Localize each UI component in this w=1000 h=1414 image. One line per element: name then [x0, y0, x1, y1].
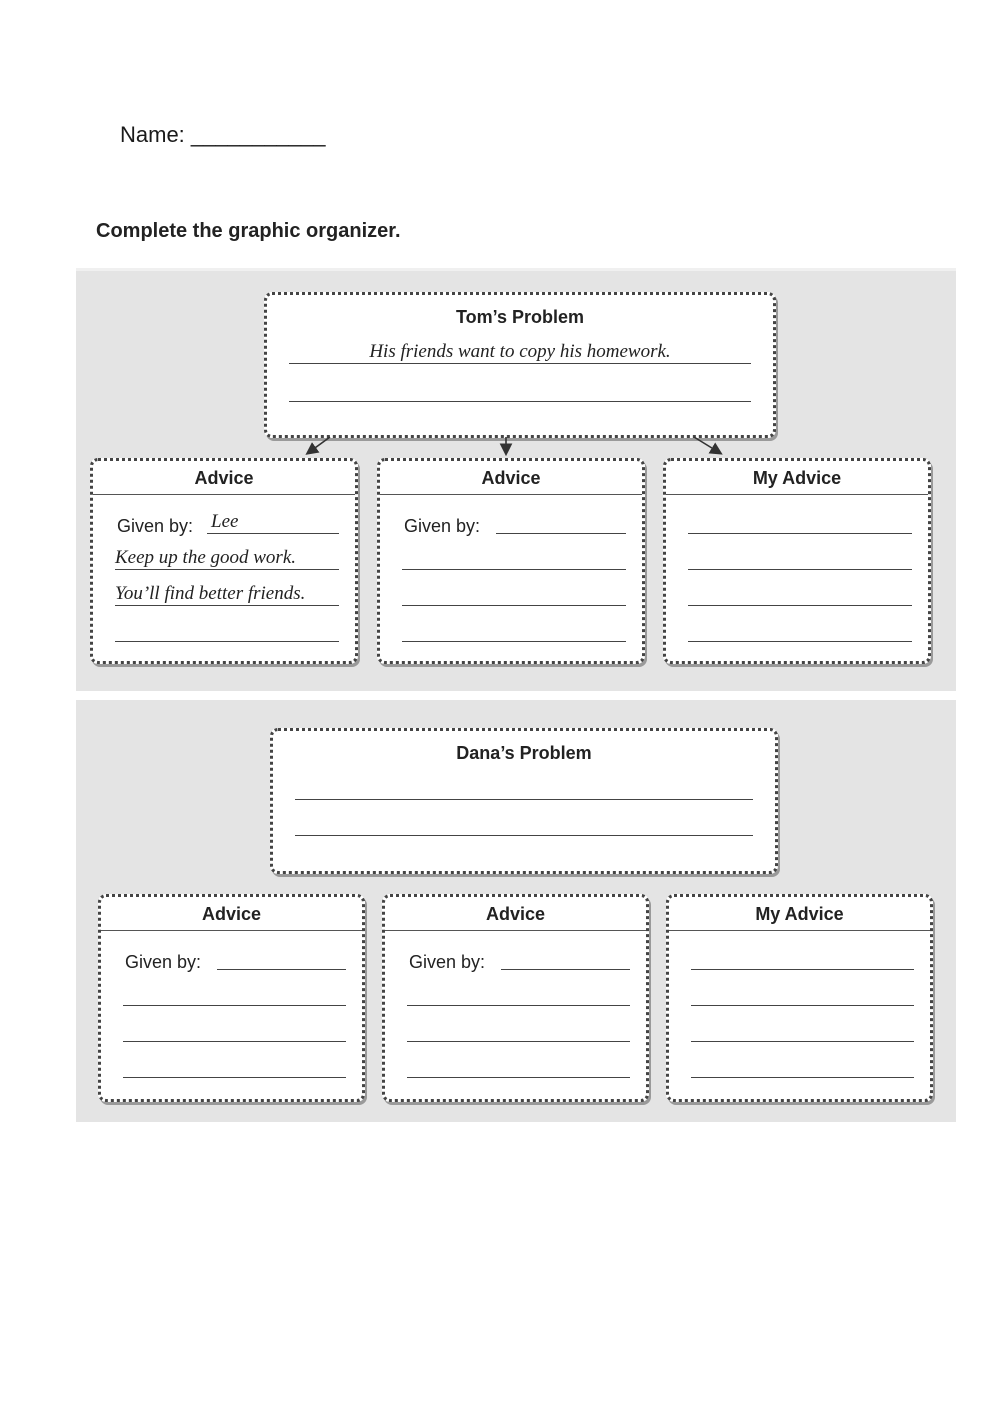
- advice-answer-line[interactable]: [115, 569, 339, 570]
- advice-answer-line[interactable]: [688, 533, 912, 534]
- advice-answer-line[interactable]: [407, 1005, 630, 1006]
- advice-box-1: [98, 894, 365, 1102]
- advice-box-1: [90, 458, 358, 664]
- my-advice-box: [663, 458, 931, 664]
- given-by-label: Given by:: [404, 516, 481, 536]
- my-advice-title: My Advice: [669, 897, 930, 931]
- given-by-line[interactable]: [501, 969, 630, 970]
- given-by-line[interactable]: [217, 969, 346, 970]
- advice-answer-line[interactable]: [691, 1005, 914, 1006]
- instruction-heading: Complete the graphic organizer.: [96, 220, 401, 242]
- arrow-right: [694, 437, 720, 453]
- my-advice-title: My Advice: [666, 461, 928, 495]
- advice-answer-line[interactable]: [123, 1041, 346, 1042]
- arrow-left: [308, 437, 330, 453]
- given-by-label: Given by:: [117, 516, 194, 536]
- advice-answer-line[interactable]: [123, 1077, 346, 1078]
- advice-answer-line[interactable]: [691, 969, 914, 970]
- advice-title: Advice: [380, 461, 642, 495]
- problem-title: Dana’s Problem: [456, 743, 592, 763]
- problem-box-dana: [270, 728, 778, 874]
- given-by-label: Given by:: [409, 952, 486, 972]
- given-by-value[interactable]: Lee: [211, 511, 239, 532]
- advice-answer-line[interactable]: [115, 641, 339, 642]
- problem-answer-line[interactable]: [295, 835, 753, 836]
- given-by-line[interactable]: [496, 533, 626, 534]
- advice-title: Advice: [93, 461, 355, 495]
- given-by-line[interactable]: [207, 533, 339, 534]
- problem-title: Tom’s Problem: [455, 307, 585, 327]
- advice-answer-line[interactable]: [688, 605, 912, 606]
- my-advice-box: [666, 894, 933, 1102]
- advice-answer-line[interactable]: [691, 1077, 914, 1078]
- advice-title: Advice: [101, 897, 362, 931]
- advice-answer-line[interactable]: [402, 641, 626, 642]
- given-by-label: Given by:: [125, 952, 202, 972]
- name-field-label[interactable]: Name: ___________: [120, 122, 326, 147]
- advice-answer-line[interactable]: [402, 605, 626, 606]
- advice-title: Advice: [385, 897, 646, 931]
- advice-box-2: [382, 894, 649, 1102]
- advice-answer-line[interactable]: [123, 1005, 346, 1006]
- advice-line-text[interactable]: Keep up the good work.: [115, 547, 297, 568]
- advice-line-text[interactable]: You’ll find better friends.: [115, 583, 306, 604]
- advice-answer-line[interactable]: [688, 569, 912, 570]
- advice-answer-line[interactable]: [691, 1041, 914, 1042]
- advice-answer-line[interactable]: [407, 1077, 630, 1078]
- problem-answer-line[interactable]: [295, 799, 753, 800]
- advice-box-2: [377, 458, 645, 664]
- advice-answer-line[interactable]: [115, 605, 339, 606]
- advice-answer-line[interactable]: [402, 569, 626, 570]
- advice-answer-line[interactable]: [407, 1041, 630, 1042]
- problem-text[interactable]: His friends want to copy his homework.: [369, 341, 671, 362]
- advice-answer-line[interactable]: [688, 641, 912, 642]
